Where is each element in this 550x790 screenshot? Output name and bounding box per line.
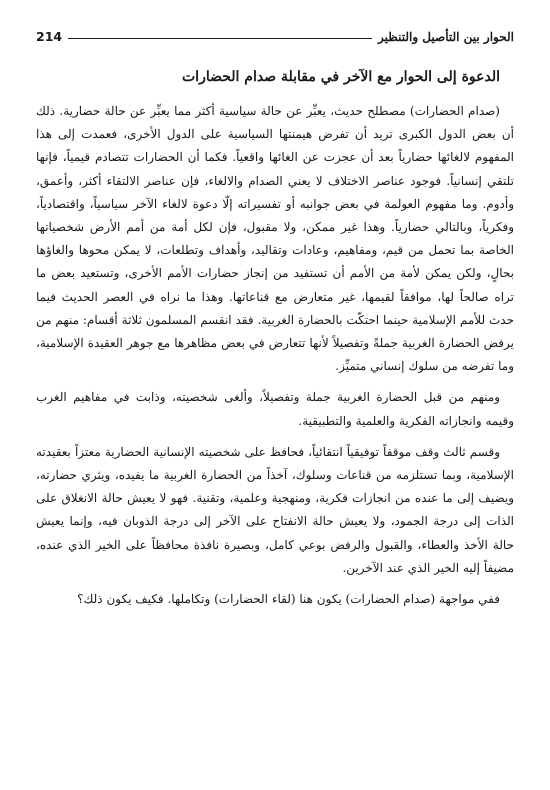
body-paragraph: (صدام الحضارات) مصطلح حديث، يعبِّر عن حالة سياسية أكثر مما يعبِّر عن حالة حضارية. ذلك أن بعض الدول الكبرى تريد أن تفرض هيمنتها السياسية على الدول الأخرى، فعمدت إلى هذا المفهوم لالغائها حضارياً بعد أن عجزت عن الغائها واقعياً. فكما أن الحضارات تتصادم قيمياً، فإنها تلتقي إنسانياً. فوجود عناصر الاختلاف لا يعني الصدام والالغاء، فإن عناصر الالتقاء أكثر، وأعمق، وأدوم. وما مفهوم العولمة في بعض جوانبه أو تفسيراته إلّا دعوة لالغاء الآخر سياسياً، واقتصادياً، وفكرياً، وبالتالي حضارياً. وهذا غير ممكن، ولا مقبول، فإن لكل أمة من أمم الأرض شخصياتها الخاصة بما تحمل من قيم، ومفاهيم، وعادات وتقاليد، وأهداف وتطلعات، لا يمكن محوها والغاؤها بحالٍ، ولكن يمكن لأمة من الأمم أن تستفيد من إنجاز حضارات الأمم الأخرى، وتستعيد بعض ما تراه صالحاً لها، موافقاً لقيمها، غير متعارض مع قناعاتها. وهذا ما نراه في العصر الحديث فيما حدث للأمم الإسلامية حينما احتكّت بالحضارة الغربية. فقد انقسم المسلمون ثلاثة أقسام: منهم من يرفض الحضارة الغربية جملةً وتفصيلاً لأنها تتعارض في بعض مظاهرها مع جوهر العقيدة الإسلامية، وما تفرضه من سلوك إنساني متميِّز. bbox=[36, 104, 514, 374]
body-paragraph: ففي مواجهة (صدام الحضارات) يكون هنا (لقاء الحضارات) وتكاملها. فكيف يكون ذلك؟ bbox=[77, 592, 500, 607]
page-number: 214 bbox=[36, 29, 63, 44]
header-rule bbox=[68, 38, 372, 39]
body-paragraph: وقسم ثالث وقف موقفاً توفيقياً انتقائياً، فحافظ على شخصيته الإنسانية الحضارية معتزاً بعقيدته الإسلامية، وبما تستلزمه من قناعات وسلوك، آخذاً من الحضارة الغربية ما يفيده، ويثري حضارته، ويضيف إلى ما عنده من انجازات فكرية، ومنهجية وعلمية، وتقنية. فهو لا يعيش حالة الانغلاق على الذات إلى درجة الجمود، ولا يعيش حالة الانفتاح على الآخر إلى درجة الذوبان فيه، وإنما يعيش حالة الأخذ والعطاء، والقبول والرفض بوعي كامل، وبصيرة نافذة محافظاً على الخير الذي عنده، مضيفاً إليه الخير الذي عند الآخرين. bbox=[36, 444, 514, 575]
section-heading: الدعوة إلى الحوار مع الآخر في مقابلة صدام الحضارات bbox=[182, 69, 500, 85]
body-paragraph: ومنهم من قبل الحضارة الغربية جملة وتفصيلاً، وألغى شخصيته، وذابت في مفاهيم الغرب وقيمه وانجازاته الفكرية والعلمية والتطبيقية. bbox=[36, 390, 514, 428]
running-header bbox=[36, 22, 514, 44]
book-page bbox=[36, 22, 514, 772]
running-title: الحوار بين التأصيل والتنظير bbox=[378, 30, 514, 44]
